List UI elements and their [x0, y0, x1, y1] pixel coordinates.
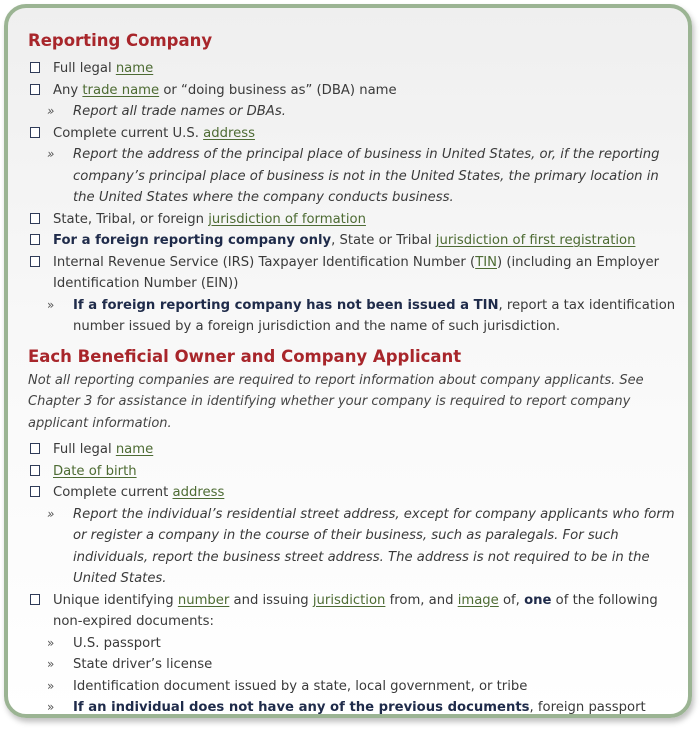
checkbox-icon[interactable]	[30, 465, 40, 476]
sub-item-foreign-tin: » If a foreign reporting company has not been issued a TIN, report a tax identification number issued by a foreign jurisdiction and the name of such jurisdiction.	[28, 295, 678, 338]
checklist-item-us-address: Complete current U.S. address	[28, 123, 678, 145]
checkbox-icon[interactable]	[30, 234, 40, 245]
section-title-beneficial-owner: Each Beneficial Owner and Company Applicant	[28, 346, 462, 366]
image-link[interactable]: image	[457, 592, 499, 608]
tin-link[interactable]: TIN	[475, 254, 497, 270]
checkbox-icon[interactable]	[30, 486, 40, 497]
section-title-reporting-company: Reporting Company	[28, 31, 213, 50]
sub-item-trade-names: » Report all trade names or DBAs.	[28, 101, 678, 123]
bullet-arrow-icon: »	[47, 506, 55, 521]
checklist-card	[4, 4, 692, 718]
bullet-arrow-icon: »	[47, 678, 55, 693]
checklist-item-identifying-document: Unique identifying number and issuing jurisdiction from, and image of, one of the following non-expired documents:	[28, 590, 678, 633]
number-link[interactable]: number	[177, 592, 230, 608]
checkbox-icon[interactable]	[30, 62, 40, 73]
address-link[interactable]: address	[172, 485, 225, 500]
bullet-arrow-icon: »	[47, 297, 55, 312]
checklist-item-owner-address: Complete current address	[28, 482, 678, 504]
bullet-arrow-icon: »	[47, 657, 55, 671]
bullet-arrow-icon: »	[47, 104, 55, 118]
jurisdiction-link[interactable]: jurisdiction	[312, 592, 386, 608]
sub-item-drivers-license: » State driver’s license	[28, 654, 678, 676]
checkbox-icon[interactable]	[30, 443, 40, 454]
checklist-item-jurisdiction-of-formation: State, Tribal, or foreign jurisdiction of formation	[28, 209, 678, 231]
checklist-item-trade-name: Any trade name or “doing business as” (DBA) name	[28, 80, 678, 102]
checkbox-icon[interactable]	[30, 594, 40, 605]
sub-item-us-passport: » U.S. passport	[28, 633, 678, 655]
section-note: Not all reporting companies are required to report information about company applicants. See Chapter 3 for assistance in identifying whether your company is required to report company applicant information.	[28, 372, 644, 431]
checklist-item-date-of-birth	[28, 461, 678, 483]
address-link[interactable]: address	[203, 125, 255, 141]
sub-item-principal-place: » Report the address of the principal place of business in United States, or, if the reporting company’s principal place of business is not in the United States, the primary location in the United States where the company conducts business.	[28, 144, 678, 209]
checkbox-icon[interactable]	[30, 213, 40, 224]
name-link[interactable]: name	[115, 442, 154, 457]
trade-name-link[interactable]: trade name	[82, 82, 160, 98]
checkbox-icon[interactable]	[30, 127, 40, 138]
checklist-item-full-legal-name: Full legal name	[28, 58, 678, 80]
sub-item-id-document: » Identification document issued by a state, local government, or tribe	[28, 676, 678, 698]
bullet-arrow-icon: »	[47, 147, 55, 161]
checklist-item-owner-full-legal-name: Full legal name	[28, 439, 678, 461]
sub-item-residential-address: » Report the individual’s residential street address, except for company applicants who form or register a company in the course of their business, such as paralegals. For such individuals, report the business street address. The address is not required to be in the United States.	[28, 504, 678, 590]
jurisdiction-of-formation-link[interactable]: jurisdiction of formation	[208, 211, 366, 227]
checklist-content	[28, 28, 678, 719]
name-link[interactable]: name	[115, 61, 154, 76]
checklist-item-first-registration: For a foreign reporting company only, State or Tribal jurisdiction of first registration	[28, 230, 678, 252]
bullet-arrow-icon: »	[47, 700, 55, 714]
bullet-arrow-icon: »	[47, 635, 55, 650]
checkbox-icon[interactable]	[30, 256, 40, 267]
checklist-item-tin: Internal Revenue Service (IRS) Taxpayer Identification Number (TIN) (including an Employer Identification Number (EIN))	[28, 252, 678, 295]
first-registration-link[interactable]: jurisdiction of first registration	[435, 233, 636, 248]
checkbox-icon[interactable]	[30, 84, 40, 95]
date-of-birth-link[interactable]: Date of birth	[53, 463, 137, 479]
sub-item-foreign-passport: » If an individual does not have any of the previous documents, foreign passport	[28, 697, 678, 719]
